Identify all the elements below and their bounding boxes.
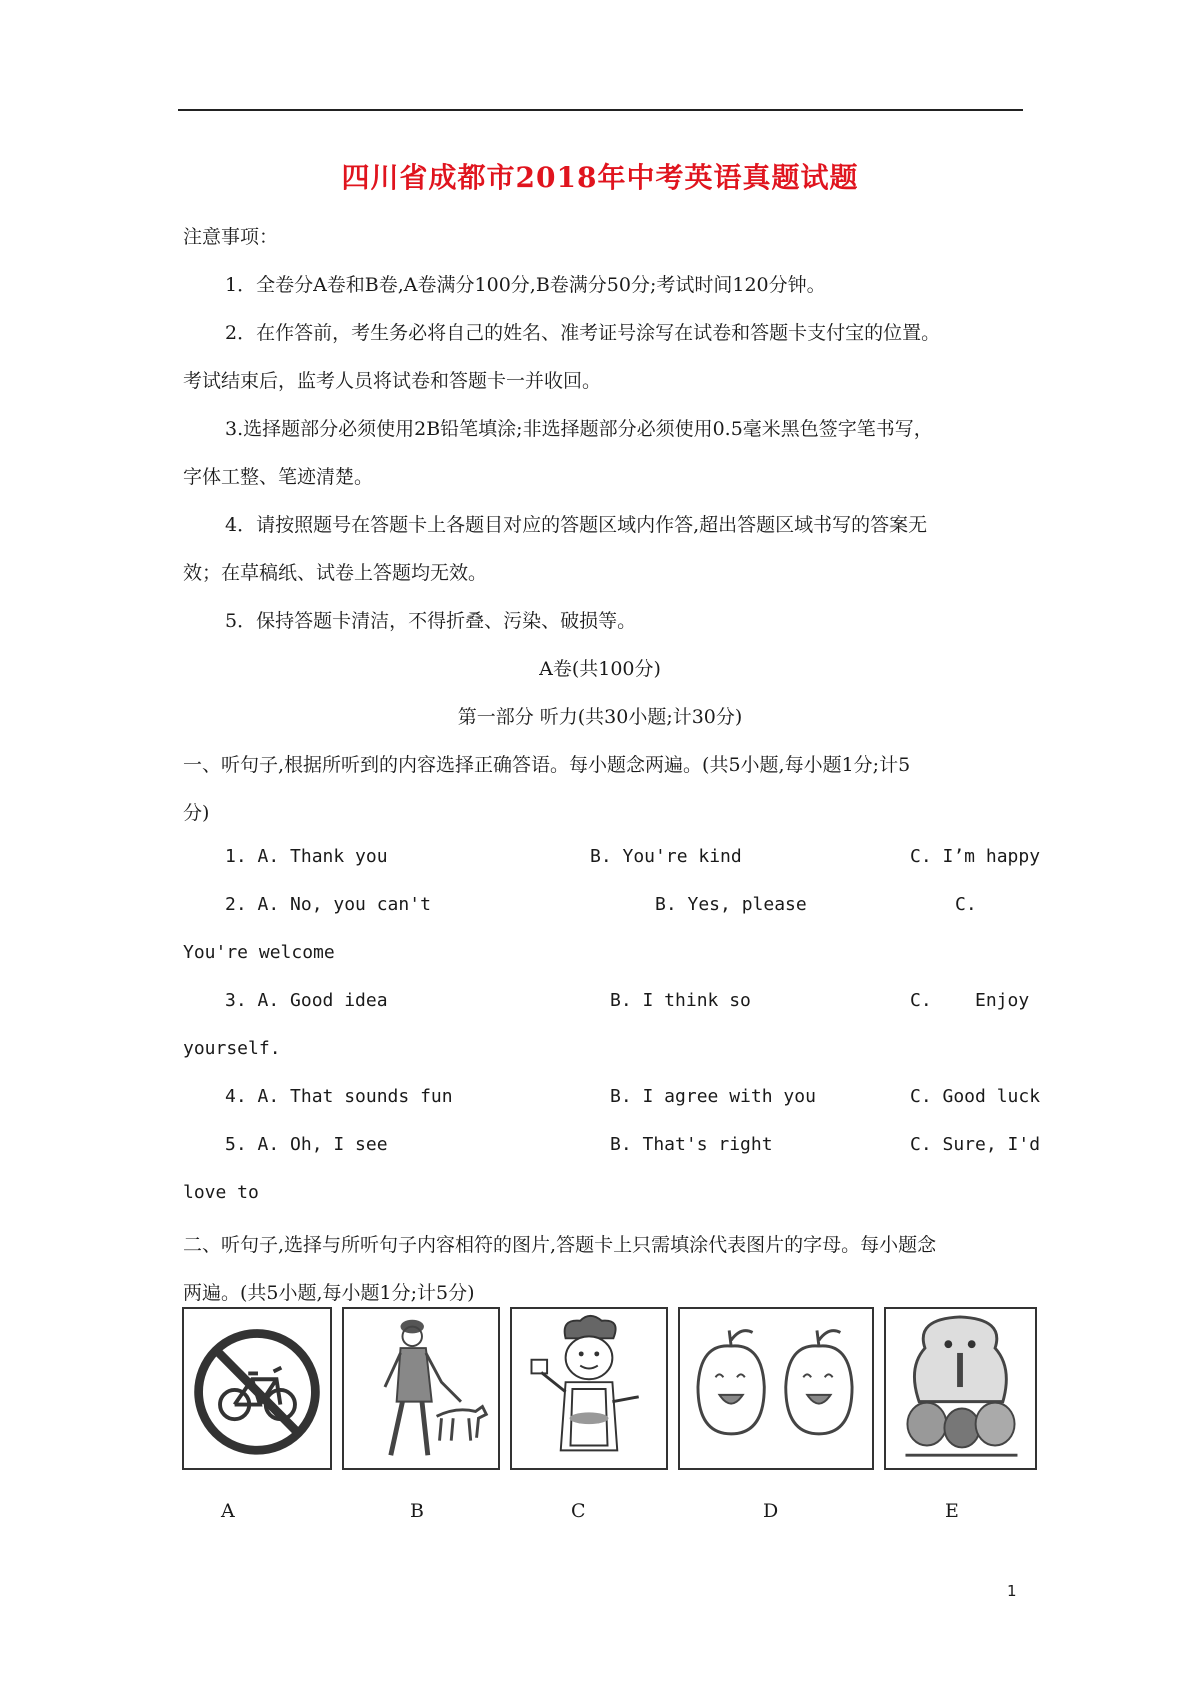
notice-item-5: 5．保持答题卡清洁，不得折叠、污染、破损等。 xyxy=(225,610,637,632)
notice-heading: 注意事项： xyxy=(183,226,279,248)
q3-option-a: 3. A. Good idea xyxy=(225,990,388,1011)
picture-c xyxy=(510,1307,668,1470)
q2-option-c-text: You're welcome xyxy=(183,942,335,963)
picture-a xyxy=(182,1307,332,1470)
notice-item-3-line-2: 字体工整、笔迹清楚。 xyxy=(183,466,374,488)
task-two-instruction-line-2: 两遍。(共5小题,每小题1分;计5分) xyxy=(183,1282,475,1304)
q3-option-c-word: Enjoy xyxy=(975,990,1030,1011)
task-one-instruction-line-1: 一、听句子,根据所听到的内容选择正确答语。每小题念两遍。(共5小题,每小题1分;计5 xyxy=(183,754,911,776)
part-one-heading: 第一部分 听力(共30小题;计30分) xyxy=(457,706,743,728)
picture-d xyxy=(678,1307,874,1470)
section-a-heading: A卷(共100分) xyxy=(539,658,661,680)
task-one-instruction-line-2: 分) xyxy=(183,802,210,824)
q4-option-c: C. Good luck xyxy=(910,1086,1041,1107)
notice-item-2-line-2: 考试结束后，监考人员将试卷和答题卡一并收回。 xyxy=(183,370,602,392)
laughing-apples-icon xyxy=(680,1309,872,1468)
q3-option-b: B. I think so xyxy=(610,990,751,1011)
q4-option-b: B. I agree with you xyxy=(610,1086,816,1107)
picture-label-e: E xyxy=(945,1500,959,1522)
man-walking-dog-icon xyxy=(344,1309,498,1468)
q4-option-a: 4. A. That sounds fun xyxy=(225,1086,453,1107)
q1-option-a: 1. A. Thank you xyxy=(225,846,388,867)
notice-item-4-line-1: 4．请按照题号在答题卡上各题目对应的答题区域内作答,超出答题区域书写的答案无 xyxy=(225,514,928,536)
page-number: 1 xyxy=(1007,1582,1017,1600)
task-two-instruction-line-1: 二、听句子,选择与所听句子内容相符的图片,答题卡上只需填涂代表图片的字母。每小题念 xyxy=(183,1234,937,1256)
q2-option-c: C. xyxy=(955,894,977,915)
picture-label-d: D xyxy=(763,1500,779,1522)
q5-option-c-text: love to xyxy=(183,1182,259,1203)
notice-item-2-line-1: 2．在作答前，考生务必将自己的姓名、准考证号涂写在试卷和答题卡支付宝的位置。 xyxy=(225,322,941,344)
picture-e xyxy=(884,1307,1037,1470)
header-rule xyxy=(178,109,1023,111)
picture-label-a: A xyxy=(221,1500,235,1522)
q2-option-b: B. Yes, please xyxy=(655,894,807,915)
notice-item-4-line-2: 效；在草稿纸、试卷上答题均无效。 xyxy=(183,562,488,584)
q1-option-c: C. I’m happy xyxy=(910,846,1041,867)
notice-item-1: 1．全卷分A卷和B卷,A卷满分100分,B卷满分50分;考试时间120分钟。 xyxy=(225,274,826,296)
chef-icon xyxy=(512,1309,666,1468)
animals-group-icon xyxy=(886,1309,1035,1468)
q5-option-a: 5. A. Oh, I see xyxy=(225,1134,388,1155)
q3-option-c: C. xyxy=(910,990,932,1011)
q3-option-c-text: yourself. xyxy=(183,1038,281,1059)
no-bicycle-icon xyxy=(184,1309,330,1468)
q5-option-b: B. That's right xyxy=(610,1134,773,1155)
picture-label-b: B xyxy=(410,1500,424,1522)
q1-option-b: B. You're kind xyxy=(590,846,742,867)
q5-option-c: C. Sure, I'd xyxy=(910,1134,1041,1155)
page-title: 四川省成都市2018年中考英语真题试题 xyxy=(341,161,859,194)
notice-item-3-line-1: 3.选择题部分必须使用2B铅笔填涂;非选择题部分必须使用0.5毫米黑色签字笔书写， xyxy=(225,418,933,440)
picture-b xyxy=(342,1307,500,1470)
q2-option-a: 2. A. No, you can't xyxy=(225,894,431,915)
picture-label-c: C xyxy=(571,1500,586,1522)
